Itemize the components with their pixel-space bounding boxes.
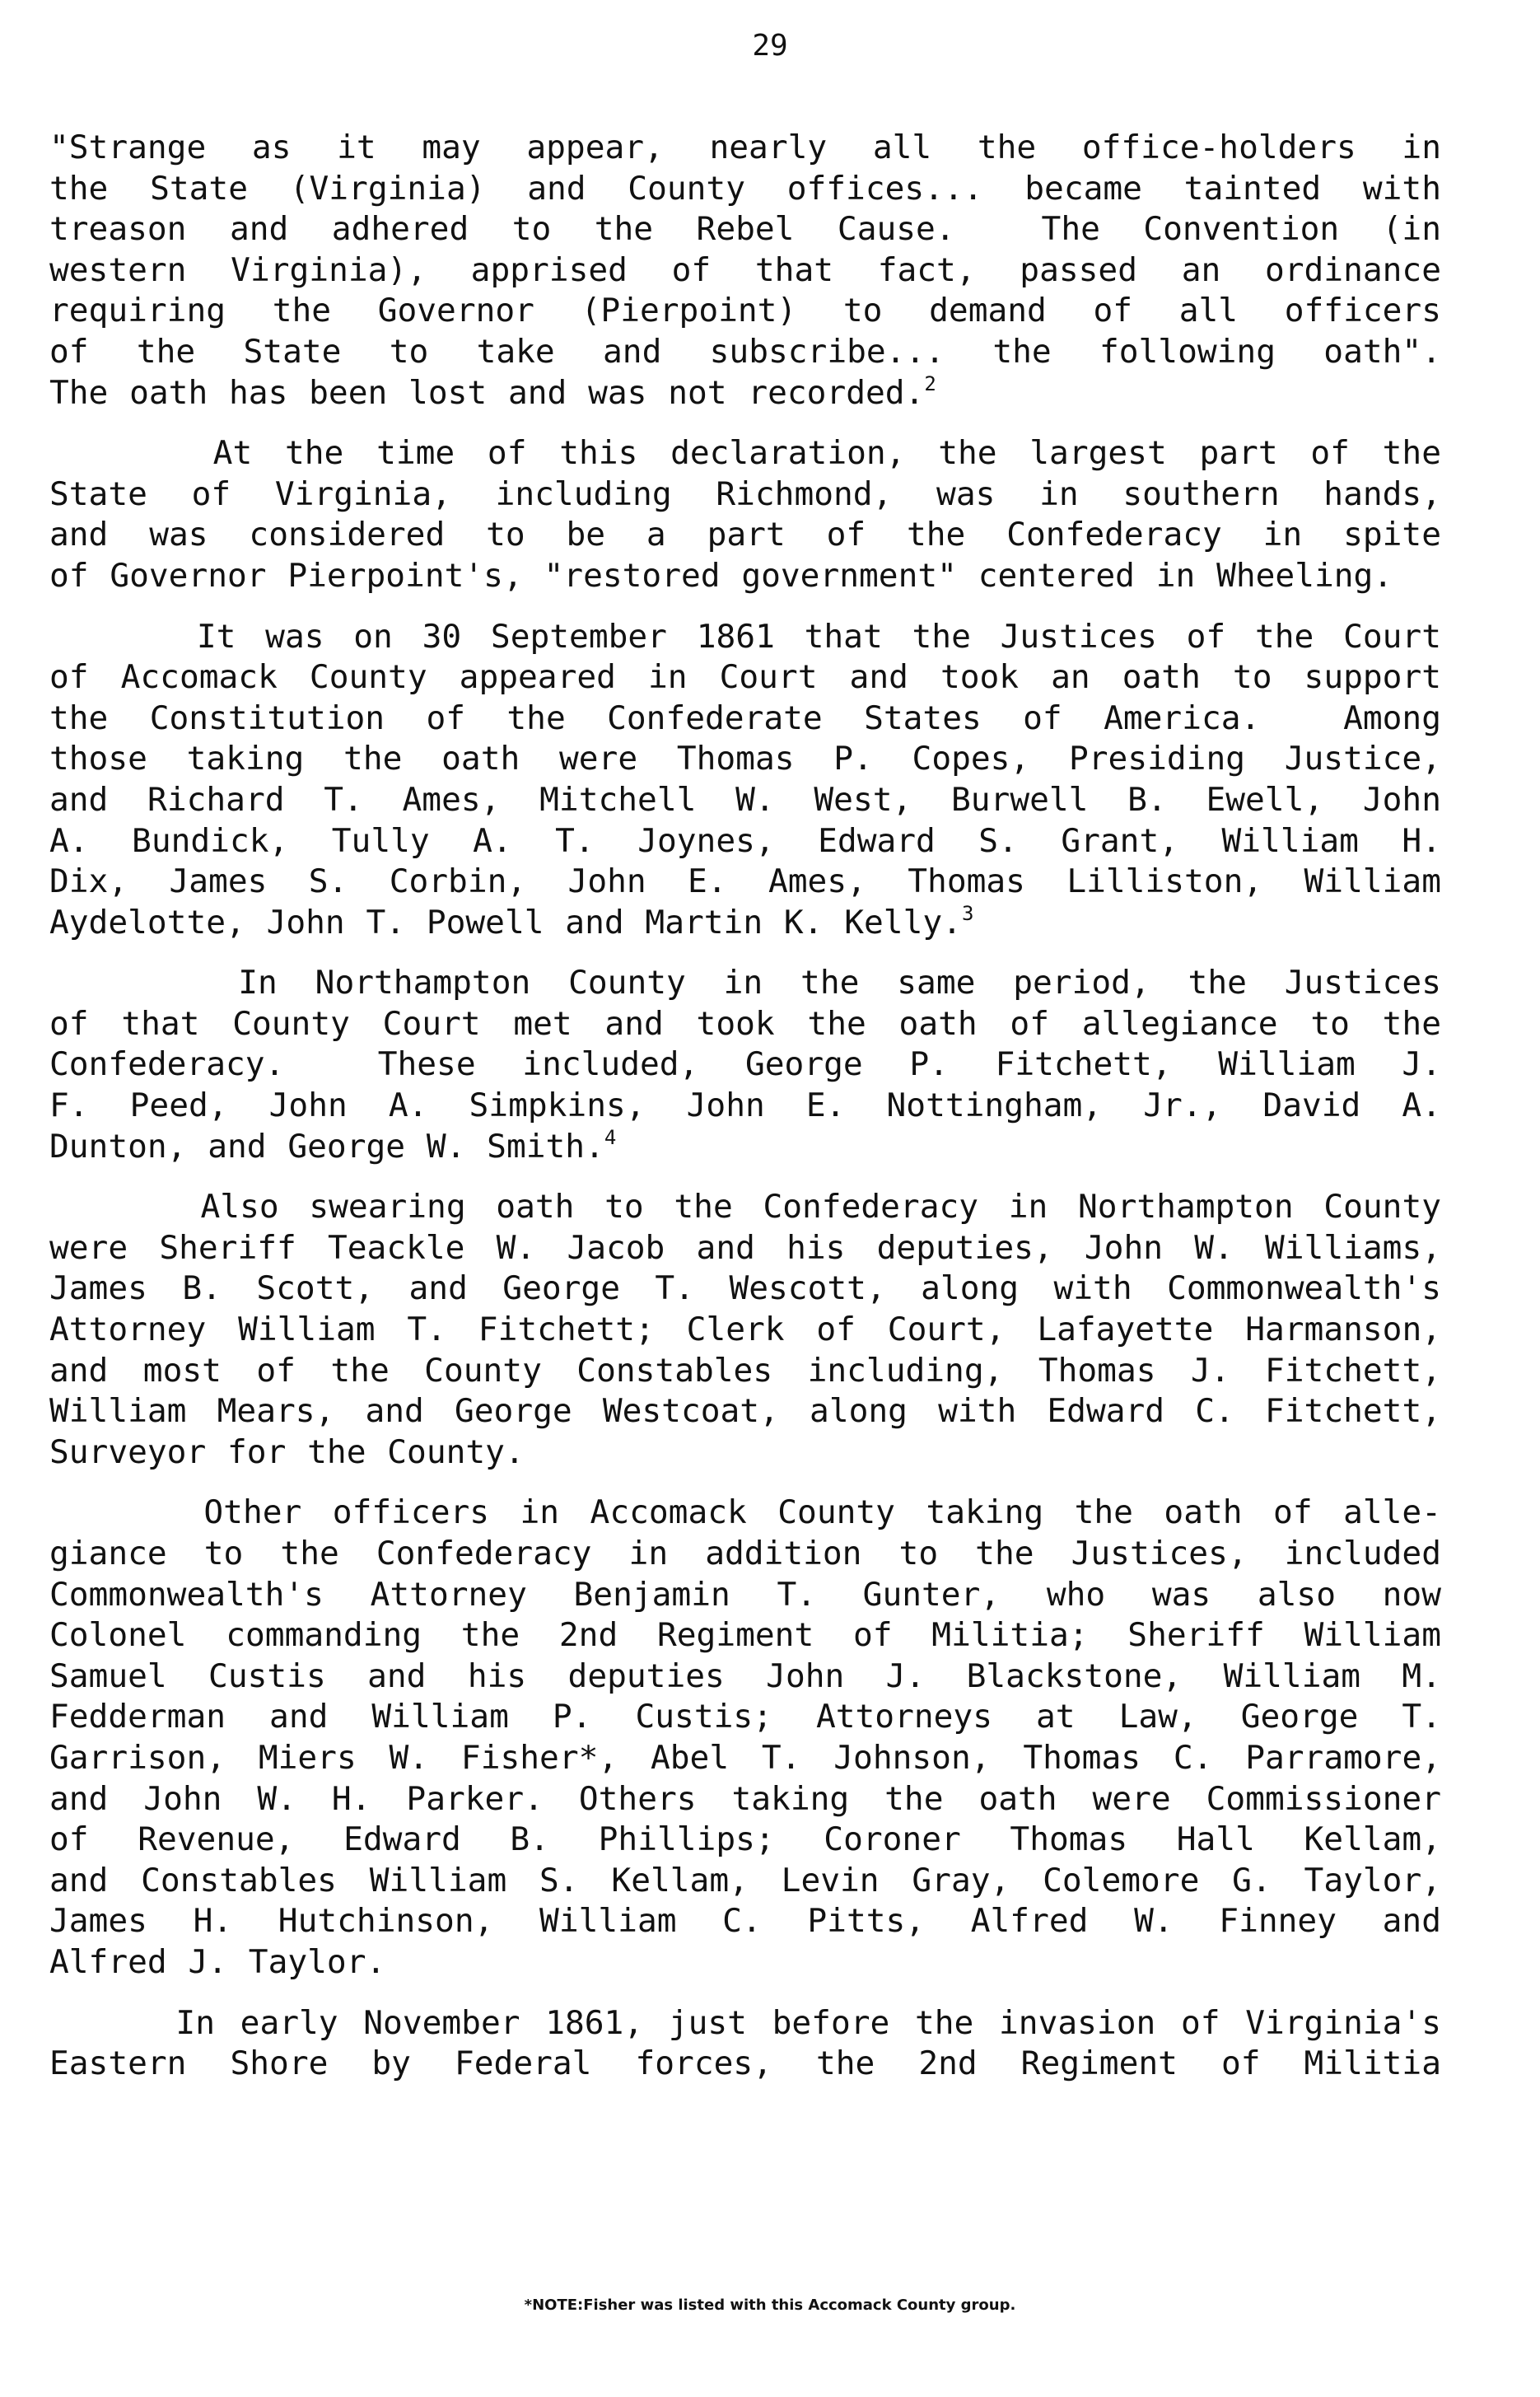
text-line-content: In Northampton County in the same period, the Justices <box>49 964 1441 1002</box>
text-line <box>49 250 1441 292</box>
text-line-content: Confederacy. These included, George P. Fitchett, William J. <box>49 1045 1441 1084</box>
page-number: 29 <box>752 29 788 63</box>
text-line-content: and John W. H. Parker. Others taking the oath were Commissioner <box>49 1779 1441 1818</box>
text-line-content: of that County Court met and took the oath of allegiance to the <box>49 1004 1441 1043</box>
text-line-content: Colonel commanding the 2nd Regiment of Militia; Sheriff William <box>49 1616 1441 1655</box>
footnote-reference: 2 <box>924 371 936 395</box>
text-line-content: F. Peed, John A. Simpkins, John E. Nottingham, Jr., David A. <box>49 1086 1441 1125</box>
text-line <box>49 1228 1441 1269</box>
text-line <box>49 739 1441 780</box>
footnote-reference: 4 <box>604 1125 617 1149</box>
text-line <box>49 657 1441 699</box>
paragraph <box>49 128 1441 414</box>
paragraph <box>49 433 1441 596</box>
text-line <box>49 1738 1441 1779</box>
text-line <box>49 862 1441 903</box>
text-line <box>49 617 1441 658</box>
text-line-content: In early November 1861, just before the invasion of Virginia's <box>49 2003 1441 2042</box>
text-line-content: giance to the Confederacy in addition to the Justices, included <box>49 1535 1441 1572</box>
text-line <box>49 1493 1441 1534</box>
text-line-content: Surveyor for the County. <box>49 1432 525 1471</box>
text-line-content: The oath has been lost and was not recorded. <box>49 373 925 412</box>
text-line-content: Other officers in Accomack County taking the oath of alle- <box>49 1493 1441 1532</box>
text-line-content: Samuel Custis and his deputies John J. Blackstone, William M. <box>49 1656 1441 1695</box>
text-line-content: Commonwealth's Attorney Benjamin T. Gunter, who was also now <box>49 1575 1441 1614</box>
text-line <box>49 1697 1441 1738</box>
text-line-content: Alfred J. Taylor. <box>49 1942 386 1981</box>
text-line <box>49 821 1441 862</box>
text-line-content: Eastern Shore by Federal forces, the 2nd Regiment of Militia <box>49 2044 1441 2083</box>
paragraph <box>49 1187 1441 1473</box>
text-line-content: William Mears, and George Westcoat, along with Edward C. Fitchett, <box>49 1392 1441 1431</box>
text-line <box>49 474 1441 516</box>
text-line <box>49 332 1441 373</box>
text-line <box>49 291 1441 332</box>
text-line-content: It was on 30 September 1861 that the Justices of the Court <box>49 617 1441 656</box>
text-line-content: the State (Virginia) and County offices... became tainted with <box>49 169 1441 208</box>
text-line <box>49 1391 1441 1432</box>
text-line-content: Also swearing oath to the Confederacy in Northampton County <box>49 1188 1441 1227</box>
paragraph <box>49 2003 1441 2085</box>
text-line-content: Attorney William T. Fitchett; Clerk of Court, Lafayette Harmanson, <box>49 1311 1441 1349</box>
text-line-content: Dunton, and George W. Smith. <box>49 1127 604 1166</box>
text-line <box>49 780 1441 821</box>
text-line-content: of the State to take and subscribe... the following oath". <box>49 332 1441 371</box>
paragraph <box>49 1493 1441 1983</box>
text-line <box>49 373 1441 414</box>
text-line-content: James H. Hutchinson, William C. Pitts, Alfred W. Finney and <box>49 1902 1441 1941</box>
text-line-content: A. Bundick, Tully A. T. Joynes, Edward S. Grant, William H. <box>49 821 1441 860</box>
text-line <box>49 903 1441 944</box>
text-line-content: Dix, James S. Corbin, John E. Ames, Thomas Lilliston, William <box>49 862 1441 901</box>
text-line <box>49 556 1441 597</box>
text-line-content: western Virginia), apprised of that fact, passed an ordinance <box>49 250 1441 289</box>
text-line <box>49 433 1441 474</box>
text-line-content: Garrison, Miers W. Fisher*, Abel T. Johnson, Thomas C. Parramore, <box>49 1738 1441 1777</box>
text-line <box>49 169 1441 210</box>
text-line <box>49 1269 1441 1310</box>
text-line <box>49 2044 1441 2085</box>
text-line <box>49 1127 1441 1168</box>
text-line-content: requiring the Governor (Pierpoint) to demand of all officers <box>49 292 1441 330</box>
text-line-content: and most of the County Constables including, Thomas J. Fitchett, <box>49 1351 1441 1390</box>
text-line-content: At the time of this declaration, the largest part of the <box>49 434 1441 473</box>
text-line <box>49 1779 1441 1820</box>
text-line <box>49 1861 1441 1902</box>
text-line <box>49 1310 1441 1351</box>
text-line-content: "Strange as it may appear, nearly all the office-holders in <box>49 128 1441 166</box>
text-line-content: and Constables William S. Kellam, Levin Gray, Colemore G. Taylor, <box>49 1861 1441 1899</box>
text-line <box>49 209 1441 250</box>
text-line <box>49 515 1441 556</box>
text-line <box>49 1187 1441 1228</box>
paragraph <box>49 617 1441 944</box>
text-line-content: were Sheriff Teackle W. Jacob and his deputies, John W. Williams, <box>49 1228 1441 1267</box>
text-line-content: of Accomack County appeared in Court and took an oath to support <box>49 658 1441 697</box>
text-line <box>49 1901 1441 1942</box>
text-line-content: treason and adhered to the Rebel Cause. The Convention (in <box>49 210 1441 249</box>
text-line <box>49 1942 1441 1983</box>
text-line <box>49 1615 1441 1656</box>
text-line-content: James B. Scott, and George T. Wescott, along with Commonwealth's <box>49 1269 1441 1308</box>
text-line-content: State of Virginia, including Richmond, was in southern hands, <box>49 474 1441 513</box>
text-line-content: the Constitution of the Confederate States of America. Among <box>49 699 1441 737</box>
text-line <box>49 1086 1441 1127</box>
text-line <box>49 1656 1441 1698</box>
text-line-content: those taking the oath were Thomas P. Copes, Presiding Justice, <box>49 740 1441 778</box>
text-line <box>49 1575 1441 1616</box>
text-line-content: and Richard T. Ames, Mitchell W. West, Burwell B. Ewell, John <box>49 780 1441 819</box>
text-line <box>49 1534 1441 1575</box>
text-line <box>49 1432 1441 1474</box>
text-line-content: of Revenue, Edward B. Phillips; Coroner Thomas Hall Kellam, <box>49 1820 1441 1859</box>
text-line <box>49 1004 1441 1045</box>
footnote-reference: 3 <box>961 901 974 925</box>
body-text <box>49 128 1441 2105</box>
text-line-content: Fedderman and William P. Custis; Attorneys at Law, George T. <box>49 1698 1441 1736</box>
text-line <box>49 2003 1441 2044</box>
paragraph <box>49 963 1441 1167</box>
text-line <box>49 128 1441 169</box>
text-line <box>49 1820 1441 1861</box>
footnote: *NOTE:Fisher was listed with this Accomack County group. <box>524 2297 1016 2314</box>
text-line <box>49 699 1441 740</box>
text-line <box>49 963 1441 1004</box>
text-line-content: of Governor Pierpoint's, "restored government" centered in Wheeling. <box>49 556 1393 595</box>
text-line-content: and was considered to be a part of the Confederacy in spite <box>49 516 1441 554</box>
text-line-content: Aydelotte, John T. Powell and Martin K. Kelly. <box>49 903 962 942</box>
text-line <box>49 1044 1441 1086</box>
text-line <box>49 1351 1441 1392</box>
